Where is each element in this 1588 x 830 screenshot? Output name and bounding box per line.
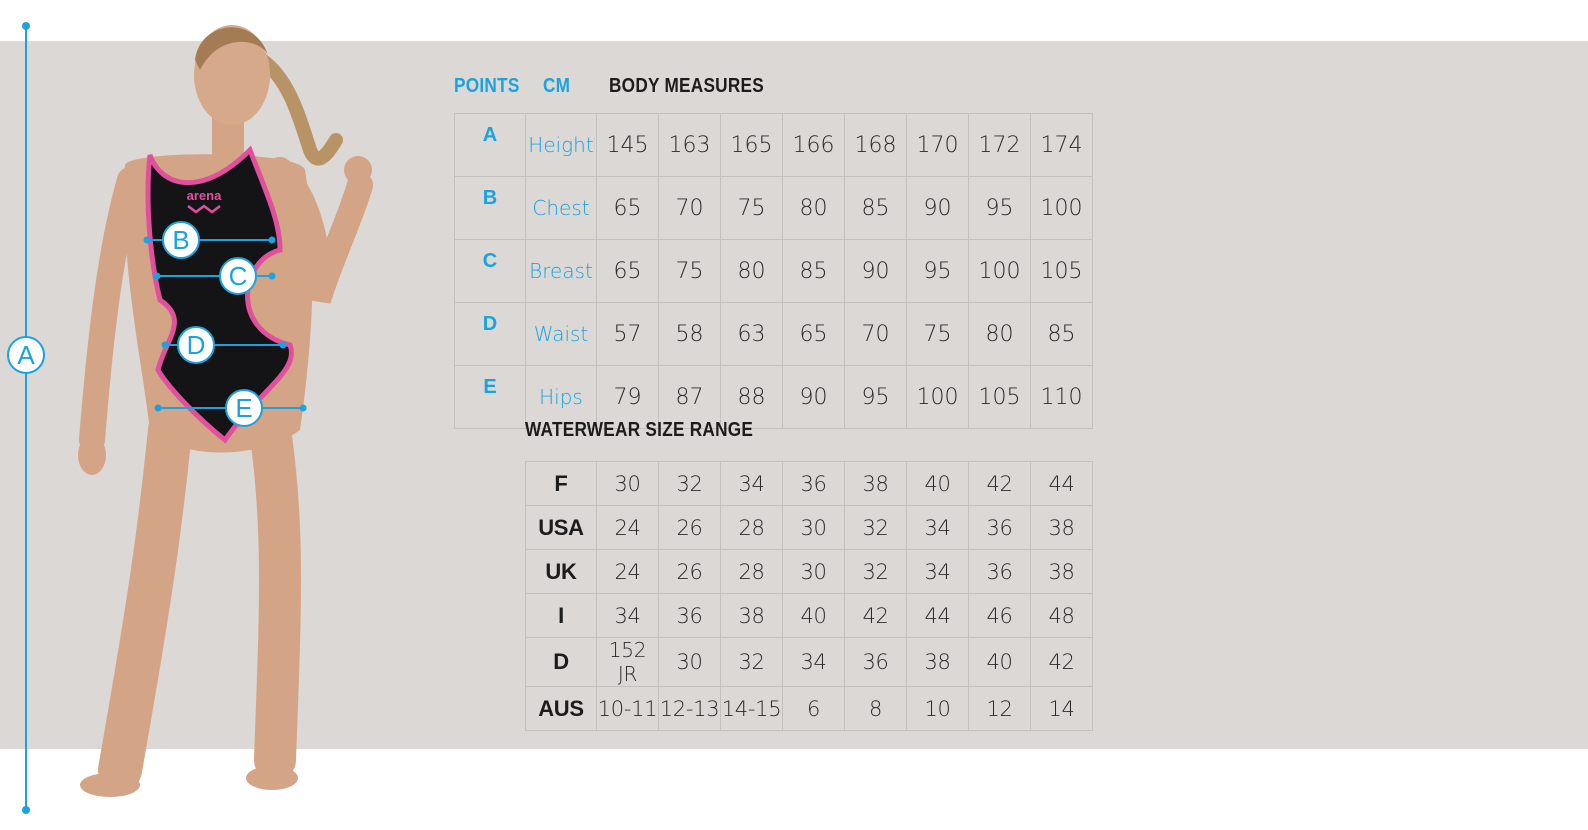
value-cell: 174 <box>1031 114 1093 177</box>
value-cell: 95 <box>969 177 1031 240</box>
value-cell: 110 <box>1031 366 1093 429</box>
value-cell: 163 <box>659 114 721 177</box>
size-cell: 26 <box>659 506 721 550</box>
size-cell: 32 <box>845 550 907 594</box>
size-cell: 44 <box>907 594 969 638</box>
country-cell: I <box>526 594 597 638</box>
measure-label-cell: Breast <box>526 240 597 303</box>
size-cell: 24 <box>597 550 659 594</box>
measure-label-cell: Hips <box>526 366 597 429</box>
size-cell: 6 <box>783 687 845 731</box>
country-cell: USA <box>526 506 597 550</box>
height-measure-line <box>25 26 27 810</box>
swimsuit-brand-logo: arena <box>186 188 222 203</box>
size-cell: 14-15 <box>721 687 783 731</box>
size-cell: 38 <box>907 638 969 687</box>
table-row <box>526 550 1093 594</box>
size-cell: 38 <box>1031 506 1093 550</box>
size-cell: 42 <box>1031 638 1093 687</box>
table-row <box>526 506 1093 550</box>
value-cell: 58 <box>659 303 721 366</box>
value-cell: 168 <box>845 114 907 177</box>
size-cell: 8 <box>845 687 907 731</box>
size-cell: 46 <box>969 594 1031 638</box>
size-cell: 30 <box>783 550 845 594</box>
value-cell: 80 <box>783 177 845 240</box>
size-cell: 40 <box>783 594 845 638</box>
point-cell: B <box>455 177 526 240</box>
size-cell: 30 <box>659 638 721 687</box>
size-cell: 42 <box>969 462 1031 506</box>
value-cell: 90 <box>907 177 969 240</box>
value-cell: 75 <box>907 303 969 366</box>
points-header: POINTS <box>454 75 520 97</box>
value-cell: 166 <box>783 114 845 177</box>
value-cell: 88 <box>721 366 783 429</box>
marker-e: E <box>225 389 263 427</box>
size-cell: 36 <box>969 506 1031 550</box>
country-cell: D <box>526 638 597 687</box>
table-row <box>526 638 1093 687</box>
point-cell: A <box>455 114 526 177</box>
size-cell: 40 <box>969 638 1031 687</box>
value-cell: 63 <box>721 303 783 366</box>
country-cell: UK <box>526 550 597 594</box>
value-cell: 85 <box>783 240 845 303</box>
size-cell: 24 <box>597 506 659 550</box>
size-cell: 10 <box>907 687 969 731</box>
size-cell: 36 <box>969 550 1031 594</box>
value-cell: 100 <box>969 240 1031 303</box>
size-cell: 12 <box>969 687 1031 731</box>
size-cell: 36 <box>783 462 845 506</box>
size-cell: 38 <box>845 462 907 506</box>
size-cell: 44 <box>1031 462 1093 506</box>
value-cell: 90 <box>845 240 907 303</box>
value-cell: 80 <box>969 303 1031 366</box>
size-cell: 34 <box>907 506 969 550</box>
value-cell: 75 <box>659 240 721 303</box>
right-leg <box>270 430 280 760</box>
table-row <box>526 594 1093 638</box>
value-cell: 70 <box>659 177 721 240</box>
size-cell: 30 <box>783 506 845 550</box>
value-cell: 80 <box>721 240 783 303</box>
point-cell: C <box>455 240 526 303</box>
value-cell: 65 <box>597 240 659 303</box>
body-measures-table <box>454 113 1093 429</box>
value-cell: 87 <box>659 366 721 429</box>
ponytail <box>262 60 336 159</box>
size-cell: 28 <box>721 506 783 550</box>
country-cell: AUS <box>526 687 597 731</box>
cm-header: CM <box>543 75 571 97</box>
size-cell: 36 <box>659 594 721 638</box>
height-line-top-dot <box>22 22 30 30</box>
value-cell: 172 <box>969 114 1031 177</box>
left-leg <box>120 430 170 770</box>
value-cell: 170 <box>907 114 969 177</box>
size-cell: 10-11 <box>597 687 659 731</box>
table-row <box>455 240 1093 303</box>
table-row <box>526 462 1093 506</box>
height-line-bottom-dot <box>22 806 30 814</box>
marker-d: D <box>177 326 215 364</box>
measure-label-cell: Waist <box>526 303 597 366</box>
measure-label-cell: Chest <box>526 177 597 240</box>
size-cell: 42 <box>845 594 907 638</box>
point-cell: D <box>455 303 526 366</box>
table-row <box>455 303 1093 366</box>
size-range-table <box>525 461 1093 731</box>
size-cell: 34 <box>907 550 969 594</box>
value-cell: 70 <box>845 303 907 366</box>
marker-a: A <box>7 336 45 374</box>
size-cell: 34 <box>597 594 659 638</box>
size-cell: 12-13 <box>659 687 721 731</box>
size-range-title: WATERWEAR SIZE RANGE <box>525 419 754 441</box>
marker-c: C <box>219 257 257 295</box>
size-cell: 152 JR <box>597 638 659 687</box>
size-cell: 32 <box>659 462 721 506</box>
value-cell: 105 <box>1031 240 1093 303</box>
size-cell: 26 <box>659 550 721 594</box>
value-cell: 95 <box>907 240 969 303</box>
size-cell: 38 <box>1031 550 1093 594</box>
value-cell: 100 <box>907 366 969 429</box>
value-cell: 100 <box>1031 177 1093 240</box>
measure-label-cell: Height <box>526 114 597 177</box>
table-row <box>526 687 1093 731</box>
marker-b: B <box>162 221 200 259</box>
value-cell: 145 <box>597 114 659 177</box>
value-cell: 79 <box>597 366 659 429</box>
size-cell: 14 <box>1031 687 1093 731</box>
size-cell: 48 <box>1031 594 1093 638</box>
size-cell: 38 <box>721 594 783 638</box>
country-cell: F <box>526 462 597 506</box>
size-cell: 34 <box>721 462 783 506</box>
size-cell: 30 <box>597 462 659 506</box>
size-cell: 34 <box>783 638 845 687</box>
value-cell: 75 <box>721 177 783 240</box>
value-cell: 85 <box>845 177 907 240</box>
table-row <box>455 177 1093 240</box>
value-cell: 65 <box>783 303 845 366</box>
value-cell: 57 <box>597 303 659 366</box>
size-cell: 32 <box>721 638 783 687</box>
size-cell: 40 <box>907 462 969 506</box>
size-cell: 36 <box>845 638 907 687</box>
value-cell: 105 <box>969 366 1031 429</box>
body-measures-header: BODY MEASURES <box>609 75 765 97</box>
size-cell: 28 <box>721 550 783 594</box>
value-cell: 65 <box>597 177 659 240</box>
value-cell: 90 <box>783 366 845 429</box>
value-cell: 85 <box>1031 303 1093 366</box>
value-cell: 95 <box>845 366 907 429</box>
left-arm <box>92 180 130 440</box>
table-row <box>455 114 1093 177</box>
value-cell: 165 <box>721 114 783 177</box>
point-cell: E <box>455 366 526 429</box>
size-cell: 32 <box>845 506 907 550</box>
